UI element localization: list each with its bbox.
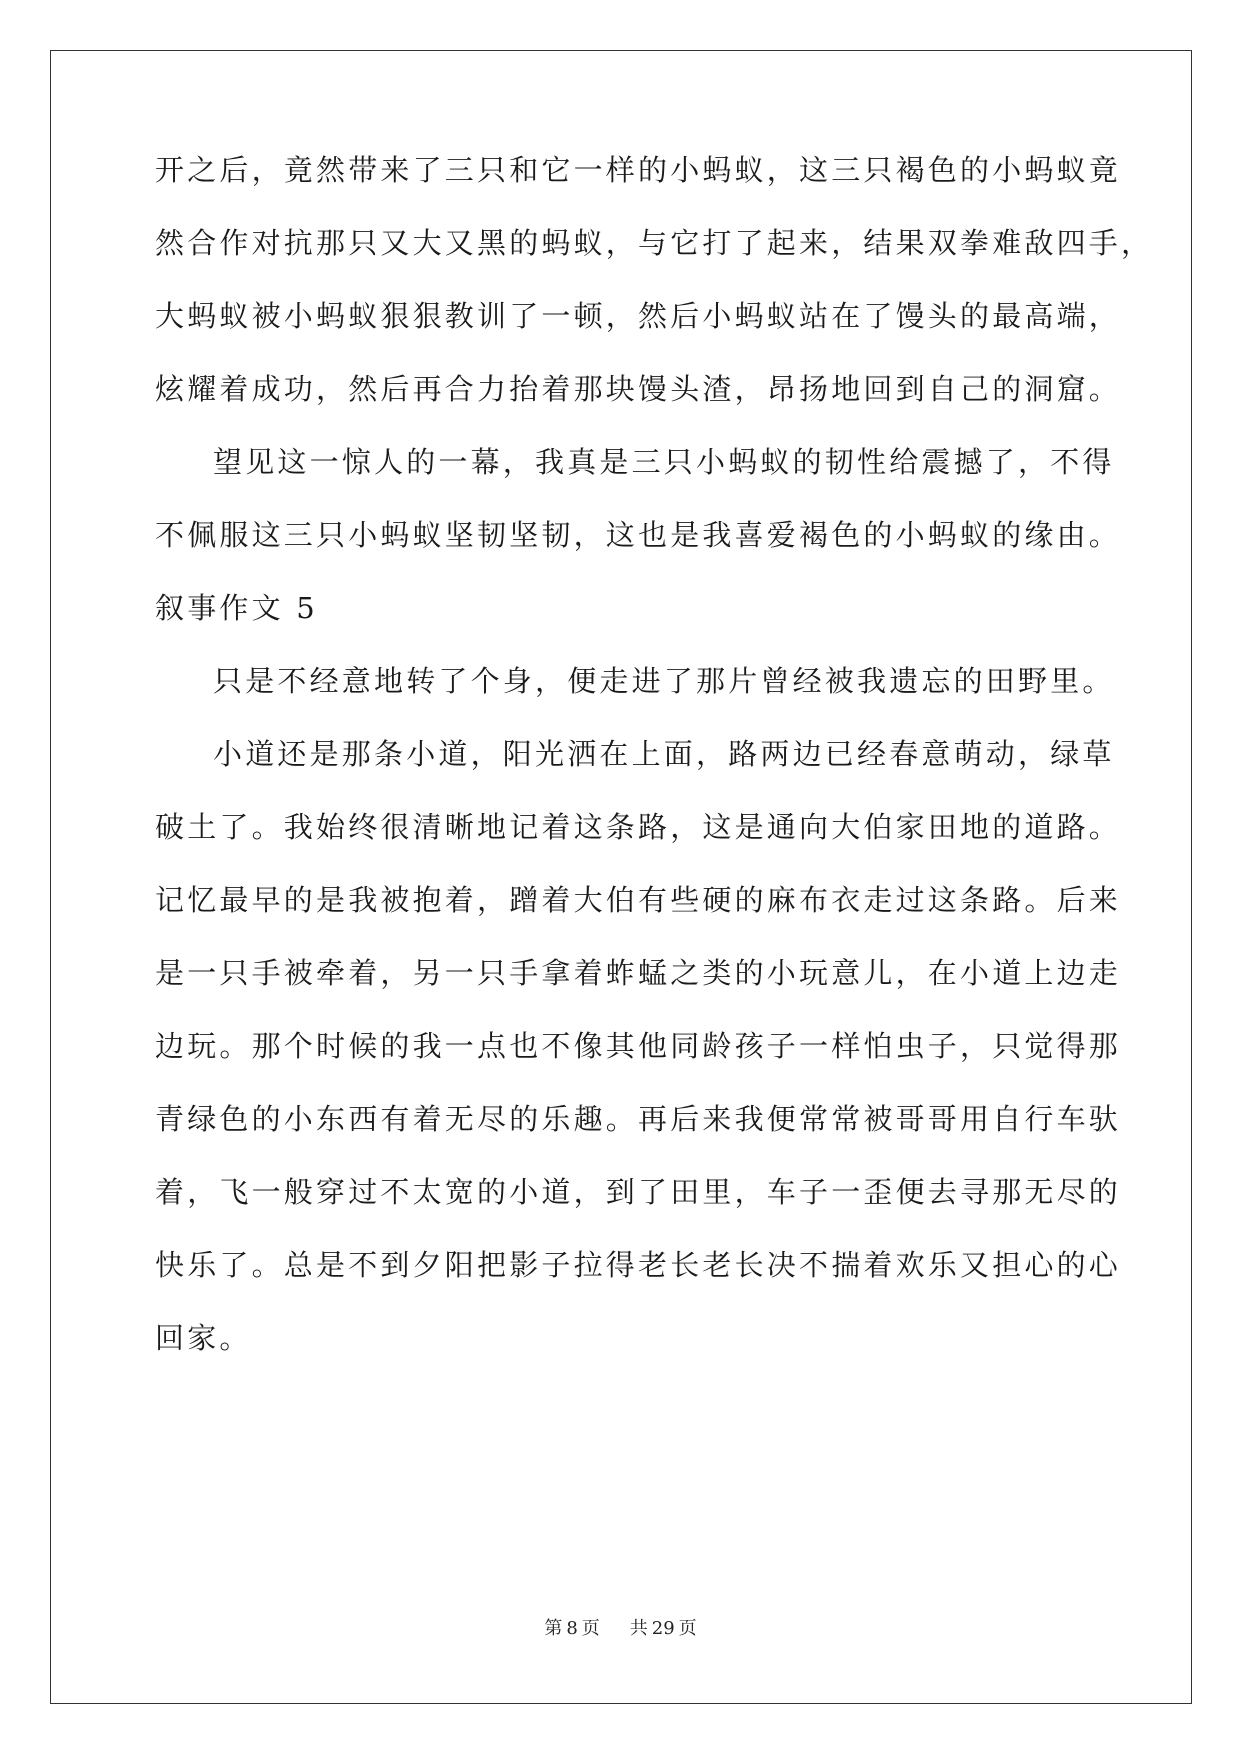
page-number: 8 xyxy=(566,1618,578,1639)
text-line: 开之后，竟然带来了三只和它一样的小蚂蚁，这三只褐色的小蚂蚁竟 xyxy=(155,153,1122,187)
text-line: 边玩。那个时候的我一点也不像其他同龄孩子一样怕虫子，只觉得那 xyxy=(155,1029,1122,1063)
text-line: 只是不经意地转了个身，便走进了那片曾经被我遗忘的田野里。 xyxy=(213,664,1115,698)
total-prefix: 共 xyxy=(629,1618,648,1639)
text-line: 回家。 xyxy=(155,1321,252,1355)
text-line: 破土了。我始终很清晰地记着这条路，这是通向大伯家田地的道路。 xyxy=(155,810,1122,844)
total-pages: 29 xyxy=(651,1618,675,1639)
page-prefix: 第 xyxy=(544,1618,563,1639)
text-line: 青绿色的小东西有着无尽的乐趣。再后来我便常常被哥哥用自行车驮 xyxy=(155,1102,1122,1136)
text-line: 炫耀着成功，然后再合力抬着那块馒头渣，昂扬地回到自己的洞窟。 xyxy=(155,372,1122,406)
text-line: 是一只手被牵着，另一只手拿着蚱蜢之类的小玩意儿，在小道上边走 xyxy=(155,956,1122,990)
text-line: 然合作对抗那只又大又黑的蚂蚁，与它打了起来，结果双拳难敌四手， xyxy=(155,226,1154,260)
section-heading: 叙事作文 5 xyxy=(155,591,318,625)
page-footer xyxy=(0,1614,1241,1640)
text-line: 记忆最早的是我被抱着，蹭着大伯有些硬的麻布衣走过这条路。后来 xyxy=(155,883,1122,917)
text-line: 望见这一惊人的一幕，我真是三只小蚂蚁的韧性给震撼了，不得 xyxy=(213,445,1115,479)
text-line: 着，飞一般穿过不太宽的小道，到了田里，车子一歪便去寻那无尽的 xyxy=(155,1175,1122,1209)
text-line: 小道还是那条小道，阳光洒在上面，路两边已经春意萌动，绿草 xyxy=(213,737,1115,771)
total-suffix: 页 xyxy=(678,1618,697,1639)
text-line: 快乐了。总是不到夕阳把影子拉得老长老长决不揣着欢乐又担心的心 xyxy=(155,1248,1122,1282)
text-line: 大蚂蚁被小蚂蚁狠狠教训了一顿，然后小蚂蚁站在了馒头的最高端， xyxy=(155,299,1122,333)
page-suffix: 页 xyxy=(581,1618,600,1639)
text-line: 不佩服这三只小蚂蚁坚韧坚韧，这也是我喜爱褐色的小蚂蚁的缘由。 xyxy=(155,518,1122,552)
